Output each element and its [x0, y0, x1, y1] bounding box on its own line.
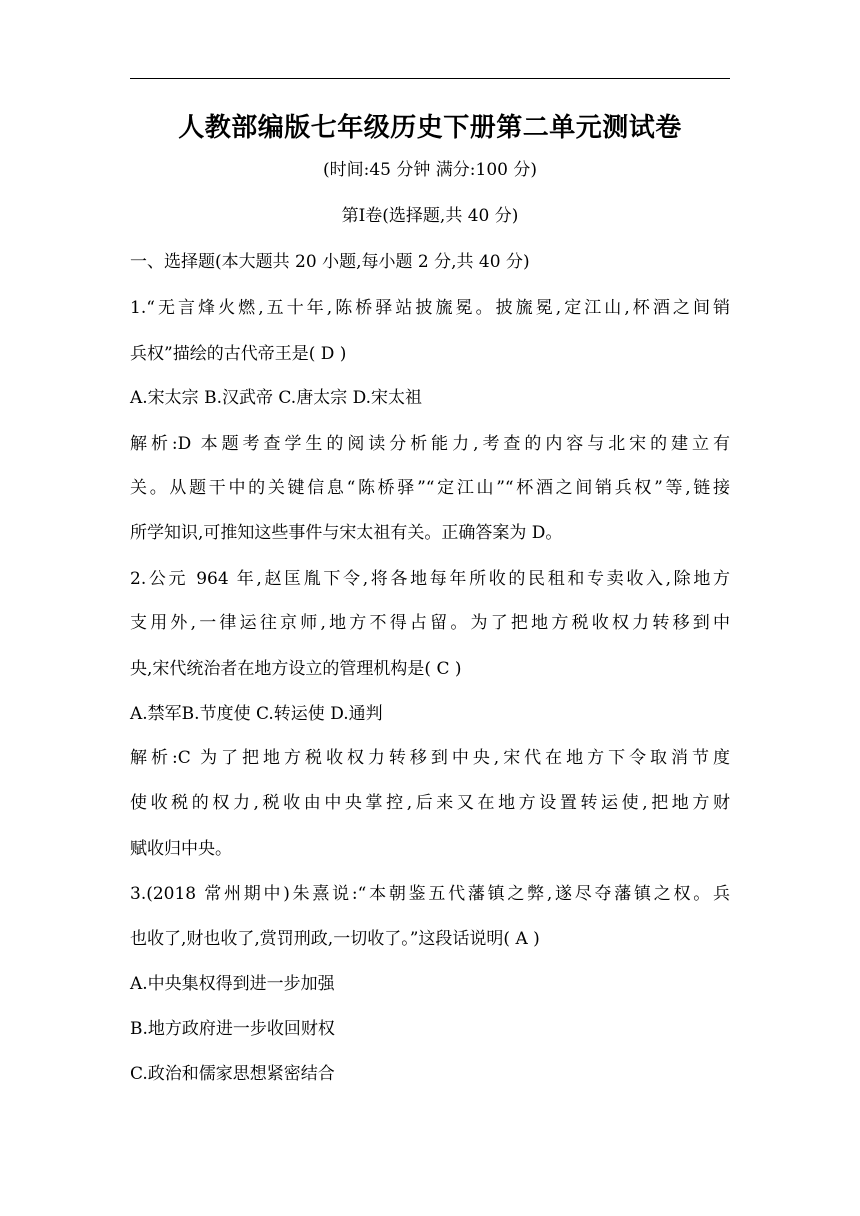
question-3-stem-line-2: 也收了,财也收了,赏罚刑政,一切收了。”这段话说明( A ) [130, 929, 540, 949]
document-title: 人教部编版七年级历史下册第二单元测试卷 [178, 113, 682, 143]
question-2-explanation-line-1: 解析:C 为了把地方税收权力转移到中央,宋代在地方下令取消节度 [130, 748, 730, 768]
question-1-explanation-line-2: 关。从题干中的关键信息“陈桥驿”“定江山”“杯酒之间销兵权”等,链接 [130, 478, 730, 498]
question-3-option-c: C.政治和儒家思想紧密结合 [130, 1064, 335, 1084]
part-heading: 第I卷(选择题,共 40 分) [341, 206, 519, 226]
question-2-options: A.禁军B.节度使 C.转运使 D.通判 [130, 704, 383, 724]
question-2-stem-line-2: 支用外,一律运往京师,地方不得占留。为了把地方税收权力转移到中 [130, 613, 730, 633]
question-1-explanation-line-1: 解析:D 本题考查学生的阅读分析能力,考查的内容与北宋的建立有 [130, 434, 730, 454]
header-rule [130, 78, 730, 79]
question-3-option-a: A.中央集权得到进一步加强 [130, 974, 335, 994]
question-1-stem-line-2: 兵权”描绘的古代帝王是( D ) [130, 344, 347, 364]
question-2-explanation-line-3: 赋收归中央。 [130, 839, 232, 859]
question-3-stem-line-1: 3.(2018 常州期中)朱熹说:“本朝鉴五代藩镇之弊,遂尽夺藩镇之权。兵 [130, 884, 730, 904]
question-2-stem-line-3: 央,宋代统治者在地方设立的管理机构是( C ) [130, 659, 462, 679]
question-2-stem-line-1: 2.公元 964 年,赵匡胤下令,将各地每年所收的民租和专卖收入,除地方 [130, 569, 730, 589]
question-3-option-b: B.地方政府进一步收回财权 [130, 1019, 335, 1039]
question-1-options: A.宋太宗 B.汉武帝 C.唐太宗 D.宋太祖 [130, 388, 423, 408]
section-heading: 一、选择题(本大题共 20 小题,每小题 2 分,共 40 分) [130, 252, 530, 272]
question-1-explanation-line-3: 所学知识,可推知这些事件与宋太祖有关。正确答案为 D。 [130, 523, 563, 543]
question-2-explanation-line-2: 使收税的权力,税收由中央掌控,后来又在地方设置转运使,把地方财 [130, 793, 730, 813]
exam-meta: (时间:45 分钟 满分:100 分) [322, 160, 537, 180]
question-1-stem-line-1: 1.“无言烽火燃,五十年,陈桥驿站披旒冕。披旒冕,定江山,杯酒之间销 [130, 298, 730, 318]
